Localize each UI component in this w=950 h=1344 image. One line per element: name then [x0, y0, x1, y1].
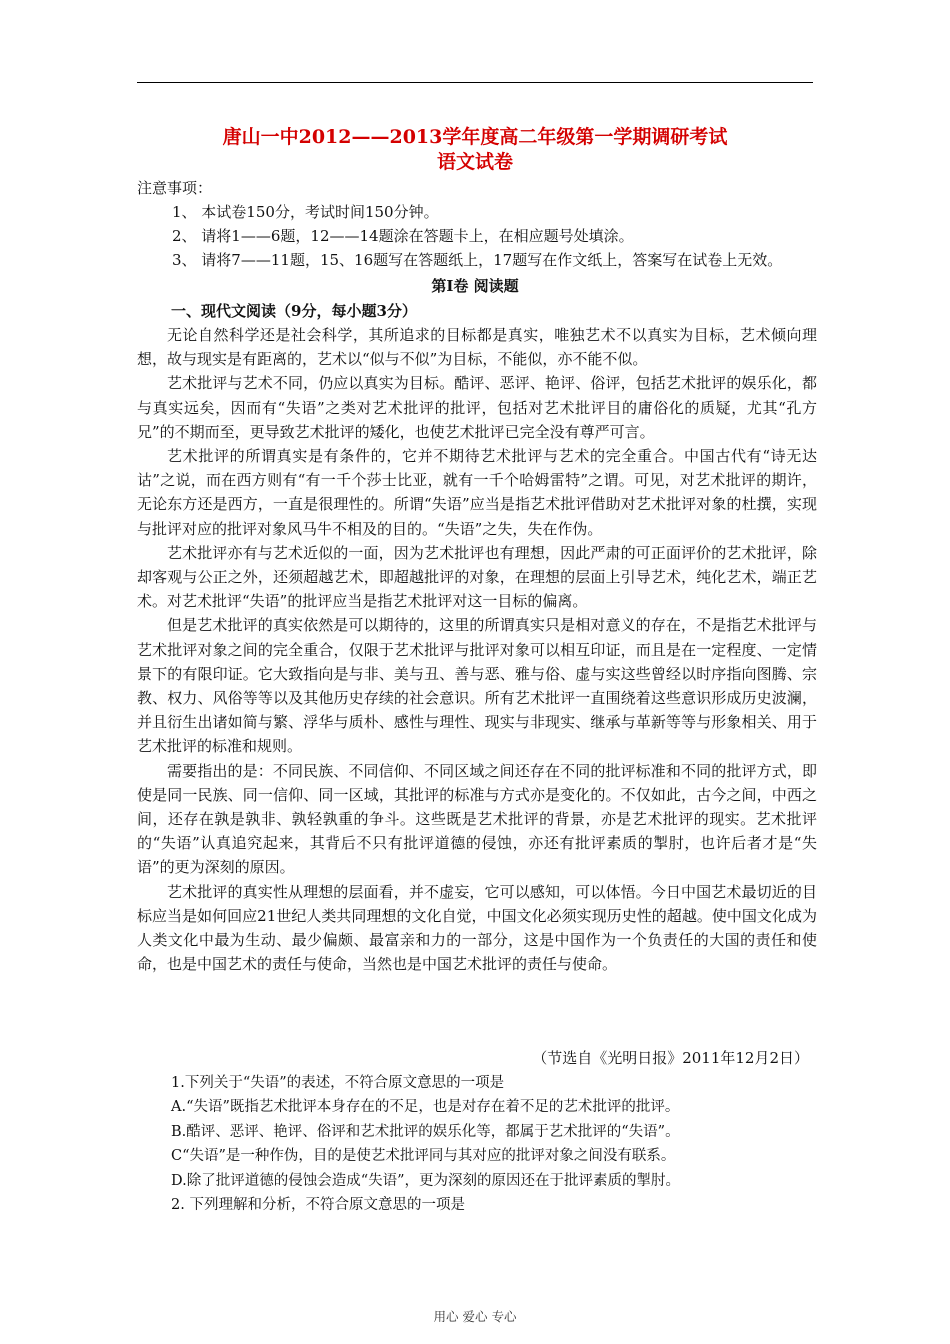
article-source: （节选自《光明日报》2011年12月2日）	[532, 1049, 809, 1067]
notes-item: 3、 请将7——11题，15、16题写在答题纸上，17题写在作文纸上，答案写在试卷上无效。	[172, 251, 783, 269]
notes-heading: 注意事项：	[137, 179, 213, 197]
question-1-option-d: D.除了批评道德的侵蚀会造成“失语”，更为深刻的原因还在于批评素质的掣肘。	[171, 1172, 681, 1189]
questions-section	[171, 1071, 831, 1217]
question-1: 1.下列关于“失语”的表述，不符合原文意思的一项是	[171, 1075, 505, 1091]
section-subtitle: 一、现代文阅读（9分，每小题3分）	[171, 302, 417, 320]
article-paragraph: 无论自然科学还是社会科学，其所追求的目标都是真实，唯独艺术不以真实为目标，艺术倾向理想，故与现实是有距离的，艺术以“似与不似”为目标，不能似，亦不能不似。	[137, 326, 817, 369]
notes-section	[137, 176, 827, 272]
exam-subtitle: 语文试卷	[436, 151, 513, 173]
article-paragraph: 艺术批评的真实性从理想的层面看，并不虚妄，它可以感知，可以体悟。今日中国艺术最切近的目标应当是如何回应21世纪人类共同理想的文化自觉，中国文化必须实现历史性的超越。使中国文化成为人类文化中最为生动、最少偏颇、最富亲和力的一部分，这是中国作为一个负责任的大国的责任和使命，也是中国艺术的责任与使命，当然也是中国艺术批评的责任与使命。	[137, 882, 817, 974]
exam-title: 唐山一中2012——2013学年度高二年级第一学期调研考试	[222, 126, 728, 148]
page-footer: 用心 爱心 专心	[433, 1309, 517, 1324]
article-paragraph: 但是艺术批评的真实依然是可以期待的，这里的所谓真实只是相对意义的存在，不是指艺术批评与艺术批评对象之间的完全重合，仅限于艺术批评与批评对象可以相互印证，而且是在一定程度、一定情景下的有限印证。它大致指向是与非、美与丑、善与恶、雅与俗、虚与实这些曾经以时序指向图腾、宗教、权力、风俗等等以及其他历史存续的社会意识。所有艺术批评一直围绕着这些意识形成历史波澜，并且衍生出诸如简与繁、浮华与质朴、感性与理性、现实与非现实、继承与革新等等与形象相关、用于艺术批评的标准和规则。	[137, 616, 817, 756]
article-paragraph: 艺术批评与艺术不同，仍应以真实为目标。酷评、恶评、艳评、俗评，包括艺术批评的娱乐化，都与真实远矣，因而有“失语”之类对艺术批评的批评，包括对艺术批评目的庸俗化的质疑，尤其“孔方兄”的不期而至，更导致艺术批评的矮化，也使艺术批评已完全没有尊严可言。	[137, 374, 817, 441]
article-paragraph: 需要指出的是：不同民族、不同信仰、不同区域之间还存在不同的批评标准和不同的批评方式，即使是同一民族、同一信仰、同一区域，其批评的标准与方式亦是变化的。不仅如此，古今之间，中西之间，还存在孰是孰非、孰轻孰重的争斗。这些既是艺术批评的背景，亦是艺术批评的现实。艺术批评的“失语”认真追究起来，其背后不只有批评道德的侵蚀，亦还有批评素质的掣肘，也许后者才是“失语”的更为深刻的原因。	[137, 761, 817, 877]
section-title: 第Ⅰ卷 阅读题	[431, 277, 519, 295]
question-2: 2. 下列理解和分析，不符合原文意思的一项是	[171, 1197, 465, 1214]
article-paragraph: 艺术批评的所谓真实是有条件的，它并不期待艺术批评与艺术的完全重合。中国古代有“诗无达诂”之说，而在西方则有“有一千个莎士比亚，就有一千个哈姆雷特”之谓。可见，对艺术批评的期许，无论东方还是西方，一直是很理性的。所谓“失语”应当是指艺术批评借助对艺术批评对象的杜撰，实现与批评对应的批评对象风马牛不相及的目的。“失语”之失，失在作伪。	[137, 447, 817, 538]
question-1-option-b: B.酷评、恶评、艳评、俗评和艺术批评的娱乐化等，都属于艺术批评的“失语”。	[171, 1123, 680, 1140]
header-rule	[137, 82, 813, 83]
notes-item: 2、 请将1——6题，12——14题涂在答题卡上，在相应题号处填涂。	[172, 227, 634, 245]
reading-article	[137, 323, 817, 976]
notes-item: 1、 本试卷150分，考试时间150分钟。	[172, 203, 439, 221]
article-paragraph: 艺术批评亦有与艺术近似的一面，因为艺术批评也有理想，因此严肃的可正面评价的艺术批评，除却客观与公正之外，还须超越艺术，即超越批评的对象，在理想的层面上引导艺术，纯化艺术，端正艺术。对艺术批评“失语”的批评应当是指艺术批评对这一目标的偏离。	[137, 543, 817, 611]
question-1-option-c: C“失语”是一种作伪，目的是使艺术批评同与其对应的批评对象之间没有联系。	[171, 1148, 676, 1165]
question-1-option-a: A.“失语”既指艺术批评本身存在的不足，也是对存在着不足的艺术批评的批评。	[171, 1099, 680, 1116]
